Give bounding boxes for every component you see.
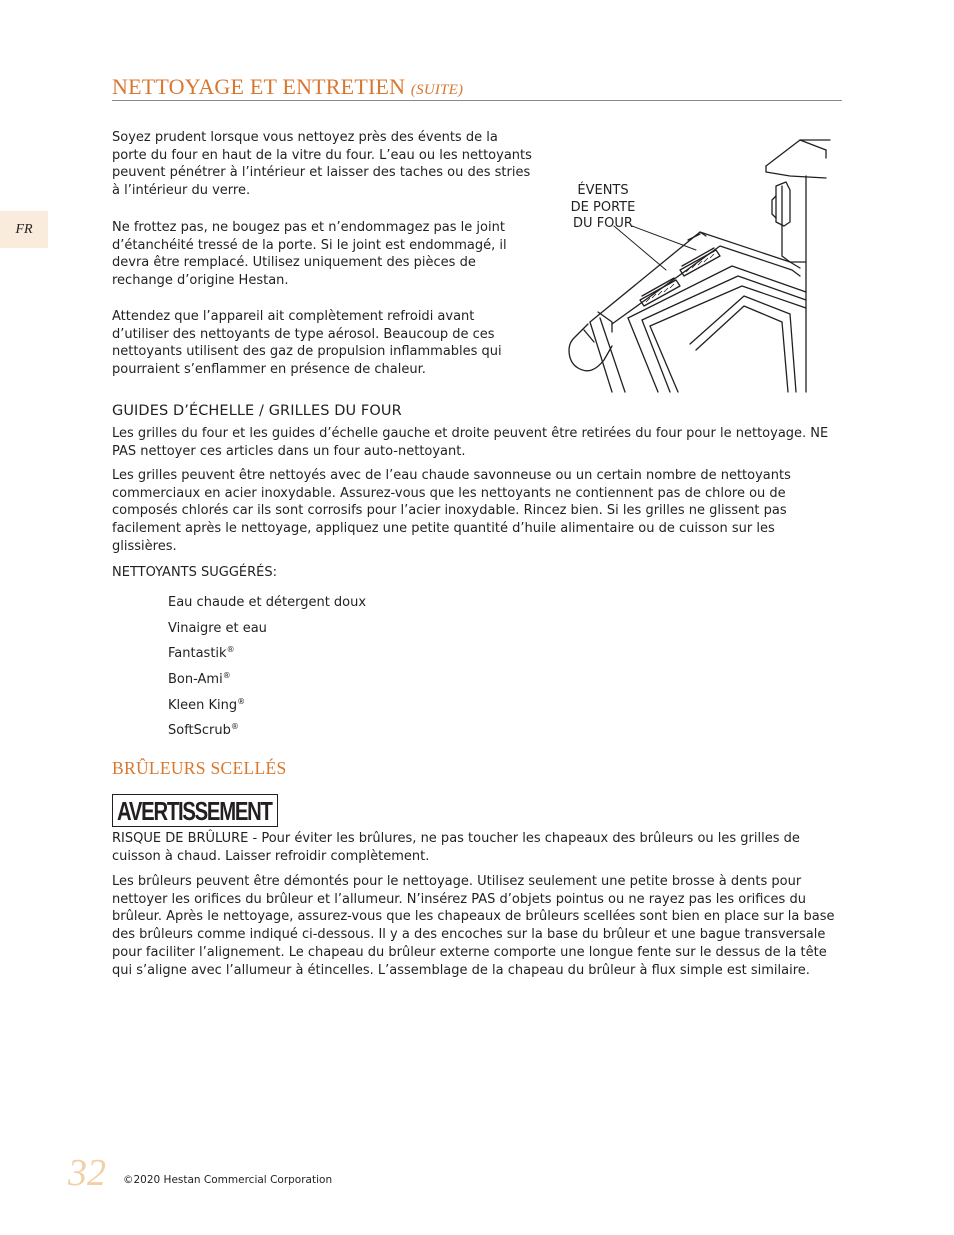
burn-hazard-warning: RISQUE DE BRÛLURE - Pour éviter les brûlures, ne pas toucher les chapeaux des brûleurs ou les grilles de cuisson à chaud. Laisser refroidir complètement. — [112, 831, 800, 864]
warning-badge — [112, 794, 278, 827]
intro-paragraph-3: Attendez que l’appareil ait complètement refroidi avant d’utiliser des nettoyants de type aérosol. Beaucoup de ces nettoyants utilisent des gaz de propulsion inflammables qui pourraient s’enflammer en présence de chaleur. — [112, 309, 502, 378]
cleaner-item: Fantastik® — [168, 645, 235, 661]
oven-vents-label-line1: ÉVENTS — [577, 183, 629, 198]
racks-paragraph-1: Les grilles du four et les guides d’échelle gauche et droite peuvent être retirées du four pour le nettoyage. NE PAS nettoyer ces articles dans un four auto-nettoyant. — [112, 426, 829, 459]
page-number: 32 — [68, 1152, 106, 1194]
racks-paragraph-2: Les grilles peuvent être nettoyés avec de l’eau chaude savonneuse ou un certain nombre de nettoyants commerciaux en acier inoxydable. Assurez-vous que les nettoyants ne contiennent pas de chlore ou de composés chlorés car ils sont corrosifs pour l’acier inoxydable. Rincez bien. Si les grilles ne glissent pas facilement après le nettoyage, appliquez une petite quantité d’huile alimentaire ou de cuisson sur les glissières. — [112, 468, 791, 554]
cleaner-item: Vinaigre et eau — [168, 621, 267, 636]
page-title-suite: (SUITE) — [410, 82, 464, 98]
cleaner-item: Bon-Ami® — [168, 671, 231, 687]
language-tab: FR — [0, 211, 48, 248]
intro-paragraph-1: Soyez prudent lorsque vous nettoyez près des évents de la porte du four en haut de la vitre du four. L’eau ou les nettoyants peuvent pénétrer à l’intérieur et laisser des taches ou des stries à l’intérieur du verre. — [112, 130, 532, 199]
oven-vents-label-line3: DU FOUR — [573, 216, 633, 231]
oven-door-illustration — [555, 132, 840, 394]
page-title-text: NETTOYAGE ET ENTRETIEN — [112, 74, 406, 99]
page-title — [112, 74, 463, 100]
suggested-cleaners-label: NETTOYANTS SUGGÉRÉS: — [112, 565, 277, 580]
copyright-notice: ©2020 Hestan Commercial Corporation — [123, 1174, 333, 1186]
burners-paragraph: Les brûleurs peuvent être démontés pour le nettoyage. Utilisez seulement une petite brosse à dents pour nettoyer les orifices du brûleur et l’allumeur. N’insérez PAS d’objets pointus ou ne rayez pas les orifices du brûleur. Après le nettoyage, assurez-vous que les chapeaux de brûleurs scellées sont bien en place sur la base des brûleurs comme indiqué ci-dessous. Il y a des encoches sur la base du brûleur et une bague transversale pour faciliter l’alignement. Le chapeau du brûleur externe comporte une longue fente sur le dessus de la tête qui s’aligne avec l’allumeur à étincelles. L’assemblage de la chapeau du brûleur à flux simple est similaire. — [112, 874, 835, 978]
oven-vents-label-line2: DE PORTE — [570, 199, 636, 215]
racks-section-title: GUIDES D’ÉCHELLE / GRILLES DU FOUR — [112, 403, 402, 419]
warning-label: AVERTISSEMENT — [117, 795, 272, 826]
cleaner-item: Eau chaude et détergent doux — [168, 595, 367, 610]
cleaner-item: Kleen King® — [168, 697, 246, 713]
cleaner-item: SoftScrub® — [168, 722, 239, 738]
intro-paragraph-2: Ne frottez pas, ne bougez pas et n’endommagez pas le joint d’étanchéité tressé de la porte. Si le joint est endommagé, il devra être remplacé. Utilisez uniquement des pièces de rechange d’origine Hestan. — [112, 220, 507, 289]
burners-section-title: BRÛLEURS SCELLÉS — [112, 758, 287, 778]
header-rule — [112, 100, 842, 101]
